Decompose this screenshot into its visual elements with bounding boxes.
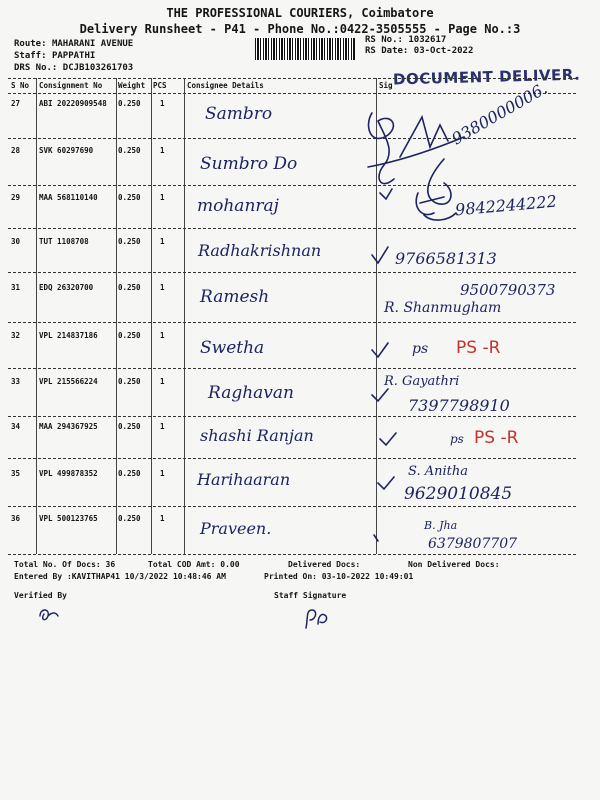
col-sno: S No [11, 81, 30, 90]
consignee-name: Raghavan [208, 383, 294, 403]
row-pcs: 1 [160, 99, 165, 108]
row-consignment-no: SVK 60297690 [39, 146, 94, 155]
row-weight: 0.250 [118, 469, 141, 478]
col-divider [116, 78, 117, 554]
phone-note: 9842244222 [454, 191, 558, 220]
phone-note: 6379807707 [428, 536, 518, 552]
col-divider [184, 78, 185, 554]
consignee-name: Sumbro Do [200, 154, 298, 174]
consignee-name: mohanraj [197, 196, 279, 216]
row-consignment-no: VPL 214837186 [39, 331, 98, 340]
row-weight: 0.250 [118, 283, 141, 292]
consignee-name: Ramesh [200, 287, 270, 307]
row-weight: 0.250 [118, 422, 141, 431]
row-weight: 0.250 [118, 514, 141, 523]
signature-stroke [400, 117, 448, 157]
checkmark-icon [380, 433, 396, 445]
runsheet-subtitle: Delivery Runsheet - P41 - Phone No.:0422-3505555 - Page No.:3 [79, 22, 521, 36]
header-bottom-rule [8, 93, 576, 94]
entered-by: Entered By :KAVITHAP41 10/3/2022 10:48:46 AM [14, 572, 226, 581]
consignee-name: Swetha [200, 338, 265, 358]
staff-signature-label: Staff Signature [274, 591, 347, 600]
checkmark-icon [372, 389, 388, 401]
receiver-signature: B. Jha [424, 519, 458, 532]
checkmark-icon [372, 247, 388, 263]
col-consignee: Consignee Details [187, 81, 264, 90]
staff-field [14, 51, 95, 61]
phone-note: 9766581313 [395, 249, 497, 268]
row-sno: 28 [11, 146, 21, 155]
rs-no-label: RS No.: [365, 35, 403, 45]
document-delivered-stamp: DOCUMENT DELIVER. [392, 65, 581, 89]
row-consignment-no: EDQ 26320700 [39, 283, 94, 292]
row-pcs: 1 [160, 331, 165, 340]
staff-value: PAPPATHI [51, 51, 96, 61]
ps-note: ps [450, 432, 464, 446]
row-pcs: 1 [160, 237, 165, 246]
col-signature: Sig [379, 81, 393, 90]
receiver-signature: R. Gayathri [384, 374, 460, 389]
row-weight: 0.250 [118, 99, 141, 108]
printed-on: Printed On: 03-10-2022 10:49:01 [264, 572, 414, 581]
rs-date-field [365, 46, 473, 56]
row-consignment-no: TUT 1108708 [39, 237, 89, 246]
col-divider [36, 78, 37, 554]
total-cod: Total COD Amt: 0.00 [148, 560, 240, 569]
row-pcs: 1 [160, 283, 165, 292]
row-sno: 34 [11, 422, 21, 431]
row-sno: 36 [11, 514, 21, 523]
signature-scribbles [360, 95, 580, 560]
col-consignment: Consignment No [39, 81, 103, 90]
row-pcs: 1 [160, 469, 165, 478]
row-sno: 32 [11, 331, 21, 340]
signature-swirl [369, 113, 394, 184]
row-consignment-no: VPL 500123765 [39, 514, 98, 523]
ps-r-mark: PS -R [474, 428, 519, 448]
route-value: MAHARANI AVENUE [51, 39, 134, 49]
col-divider [151, 78, 152, 554]
consignee-name: Harihaaran [197, 470, 291, 489]
row-consignment-no: MAA 568110140 [39, 193, 98, 202]
row-weight: 0.250 [118, 331, 141, 340]
row-sno: 30 [11, 237, 21, 246]
barcode [255, 38, 355, 60]
drs-label: DRS No.: [14, 63, 58, 73]
checkmark-icon [372, 343, 388, 357]
drs-value: DCJB103261703 [62, 63, 134, 73]
col-weight: Weight [118, 81, 146, 90]
header-top-rule [8, 78, 576, 79]
row-weight: 0.250 [118, 237, 141, 246]
rs-no-value: 1032617 [408, 35, 447, 45]
row-pcs: 1 [160, 146, 165, 155]
row-consignment-no: ABI 20220909548 [39, 99, 107, 108]
phone-note: 7397798910 [408, 396, 510, 415]
consignee-name: Radhakrishnan [198, 241, 322, 260]
phone-note: 9500790373 [460, 281, 556, 299]
rs-no-field [365, 35, 446, 45]
ps-r-mark: PS -R [456, 338, 501, 358]
row-weight: 0.250 [118, 146, 141, 155]
consignee-name: Praveen. [200, 519, 272, 538]
verifier-initials [36, 604, 66, 624]
col-pcs: PCS [153, 81, 167, 90]
receiver-signature: R. Shanmugham [384, 300, 502, 316]
row-consignment-no: MAA 294367925 [39, 422, 98, 431]
phone-note: 9629010845 [404, 484, 513, 504]
company-title: THE PROFESSIONAL COURIERS, Coimbatore [166, 6, 434, 20]
row-pcs: 1 [160, 377, 165, 386]
route-label: Route: [14, 39, 47, 49]
row-sno: 33 [11, 377, 21, 386]
row-sno: 31 [11, 283, 21, 292]
rs-date-value: 03-Oct-2022 [413, 46, 474, 56]
row-consignment-no: VPL 499878352 [39, 469, 98, 478]
row-sno: 35 [11, 469, 21, 478]
total-docs: Total No. Of Docs: 36 [14, 560, 116, 569]
rs-date-label: RS Date: [365, 46, 409, 56]
row-sno: 29 [11, 193, 21, 202]
checkmark-icon [378, 477, 394, 489]
row-weight: 0.250 [118, 193, 141, 202]
ps-note: ps [412, 341, 429, 357]
row-sno: 27 [11, 99, 21, 108]
consignee-name: Sambro [205, 104, 273, 124]
signature-stroke [368, 137, 464, 167]
row-pcs: 1 [160, 193, 165, 202]
checkmark-icon [380, 189, 392, 199]
consignee-name: shashi Ranjan [200, 426, 314, 445]
row-consignment-no: VPL 215566224 [39, 377, 98, 386]
row-weight: 0.250 [118, 377, 141, 386]
staff-label: Staff: [14, 51, 47, 61]
staff-initials [300, 604, 336, 632]
drs-field [14, 63, 133, 73]
phone-note: 9380000006. [448, 78, 551, 149]
row-pcs: 1 [160, 422, 165, 431]
verified-by-label: Verified By [14, 591, 67, 600]
receiver-signature: S. Anitha [408, 464, 468, 479]
delivered-docs: Delivered Docs: [288, 560, 361, 569]
signature-stroke [374, 535, 378, 541]
route-field [14, 39, 133, 49]
row-pcs: 1 [160, 514, 165, 523]
non-delivered-docs: Non Delivered Docs: [408, 560, 500, 569]
